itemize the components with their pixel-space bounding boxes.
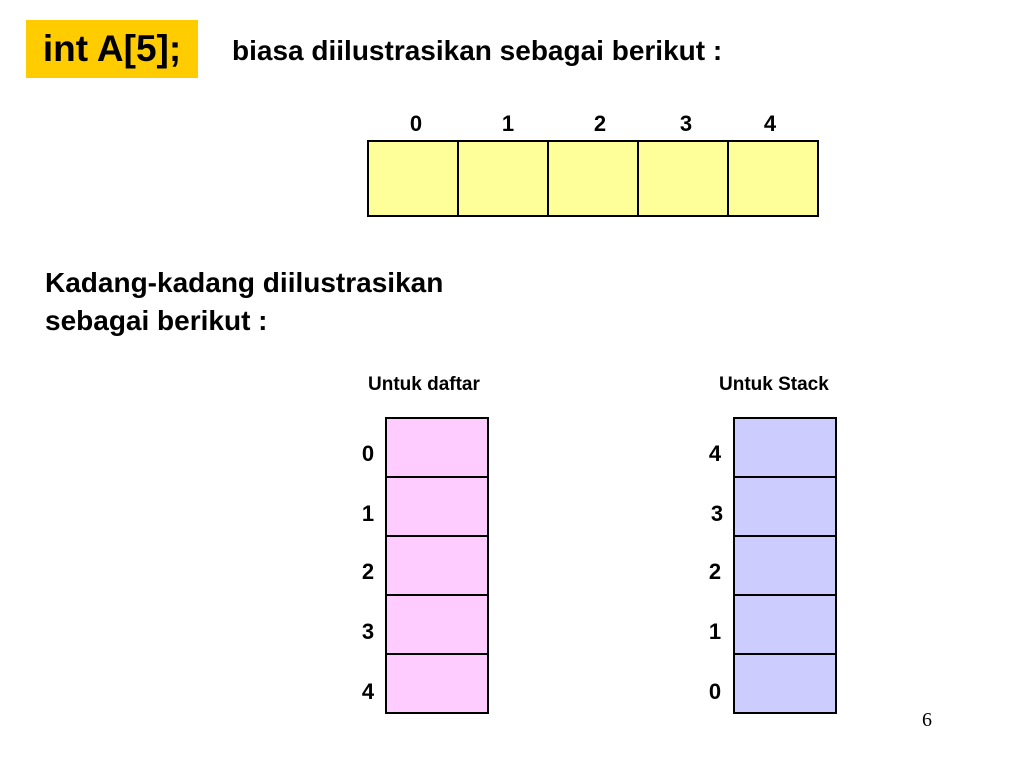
h-array-cell <box>727 140 819 217</box>
list-index-2: 2 <box>361 559 375 584</box>
stack-array-cell <box>733 535 837 596</box>
list-index-0: 0 <box>361 441 375 466</box>
stack-index-3: 3 <box>710 501 724 526</box>
horizontal-array <box>367 140 829 217</box>
list-array <box>385 417 489 717</box>
section-heading-line1: Kadang-kadang diilustrasikan <box>45 267 444 298</box>
list-array-cell <box>385 535 489 596</box>
intro-text: biasa diilustrasikan sebagai berikut : <box>232 35 723 66</box>
stack-array-cell <box>733 594 837 655</box>
stack-index-4: 4 <box>708 441 722 466</box>
list-array-cell <box>385 653 489 714</box>
list-index-4: 4 <box>361 679 375 704</box>
h-index-2: 2 <box>593 111 607 136</box>
section-heading-line2: sebagai berikut : <box>45 305 268 336</box>
stack-array-cell <box>733 417 837 478</box>
stack-array-cell <box>733 476 837 537</box>
stack-array-title: Untuk Stack <box>719 374 829 395</box>
stack-array-cell <box>733 653 837 714</box>
h-array-cell <box>457 140 549 217</box>
h-array-cell <box>367 140 459 217</box>
list-array-title: Untuk daftar <box>368 374 480 395</box>
list-array-cell <box>385 417 489 478</box>
stack-index-2: 2 <box>708 559 722 584</box>
h-array-cell <box>637 140 729 217</box>
list-index-1: 1 <box>361 501 375 526</box>
section-heading <box>45 264 443 340</box>
h-index-0: 0 <box>409 111 423 136</box>
h-index-4: 4 <box>763 111 777 136</box>
page-number: 6 <box>922 709 932 731</box>
h-index-1: 1 <box>501 111 515 136</box>
code-badge: int A[5]; <box>26 20 198 78</box>
h-array-cell <box>547 140 639 217</box>
stack-array <box>733 417 837 717</box>
stack-index-0: 0 <box>708 679 722 704</box>
list-index-3: 3 <box>361 619 375 644</box>
list-array-cell <box>385 594 489 655</box>
list-array-cell <box>385 476 489 537</box>
stack-index-1: 1 <box>708 619 722 644</box>
h-index-3: 3 <box>679 111 693 136</box>
